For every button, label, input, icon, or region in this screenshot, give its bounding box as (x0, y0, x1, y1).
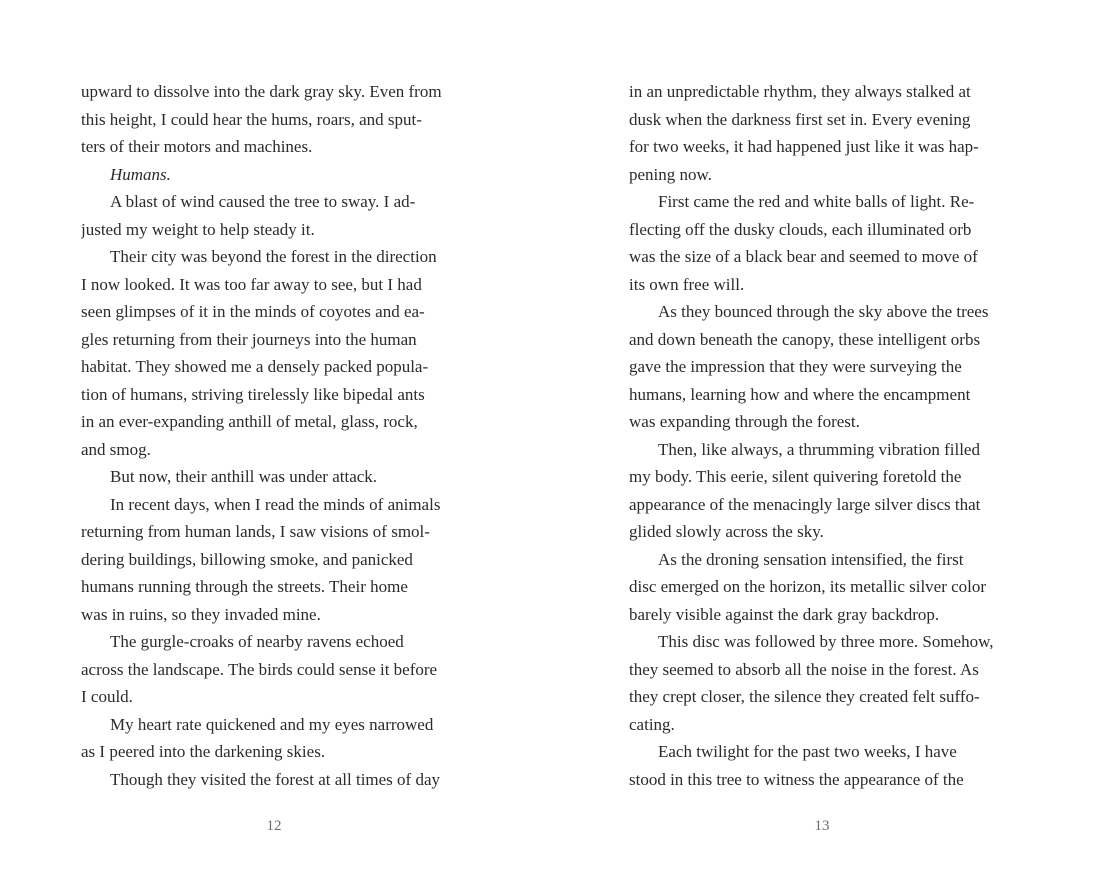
text-line: glided slowly across the sky. (629, 522, 824, 541)
text-line: Though they visited the forest at all times of day (110, 769, 441, 789)
text-line: justed my weight to help steady it. (81, 219, 315, 239)
text-line: As they bounced through the sky above the trees (658, 302, 989, 321)
page-left (81, 0, 467, 875)
text-line: they crept closer, the silence they created felt suffo- (629, 687, 980, 706)
text-line: Each twilight for the past two weeks, I have (658, 742, 957, 761)
text-line: was expanding through the forest. (629, 412, 860, 431)
text-line: upward to dissolve into the dark gray sky. Even from (81, 82, 442, 101)
page-number: 13 (814, 818, 830, 834)
text-line: As the droning sensation intensified, the first (658, 549, 964, 569)
text-line: tion of humans, striving tirelessly like bipedal ants (81, 384, 425, 404)
text-line: Then, like always, a thrumming vibration filled (658, 439, 980, 459)
page-text (81, 78, 467, 793)
text-line: for two weeks, it had happened just like it was hap- (629, 137, 979, 156)
text-line: and down beneath the canopy, these intelligent orbs (629, 329, 981, 349)
text-line: cating. (629, 714, 675, 734)
text-line: gave the impression that they were surveying the (629, 357, 962, 376)
text-line: I now looked. It was too far away to see, but I had (81, 274, 422, 294)
text-line: this height, I could hear the hums, roars, and sput- (81, 109, 422, 129)
text-line: In recent days, when I read the minds of animals (110, 494, 441, 514)
text-line: dusk when the darkness first set in. Every evening (629, 109, 971, 129)
text-line: in an ever-expanding anthill of metal, glass, rock, (81, 412, 418, 431)
text-line: in an unpredictable rhythm, they always stalked at (629, 82, 971, 101)
text-line: ters of their motors and machines. (81, 137, 313, 156)
text-line: First came the red and white balls of light. Re- (658, 192, 975, 211)
text-line: its own free will. (629, 274, 745, 294)
text-line: humans, learning how and where the encampment (629, 384, 971, 404)
text-line: and smog. (81, 439, 151, 459)
page-right (629, 0, 1015, 875)
text-line: my body. This eerie, silent quivering foretold the (629, 467, 962, 486)
text-line: across the landscape. The birds could sense it before (81, 659, 438, 679)
text-line: I could. (81, 687, 133, 706)
text-line: The gurgle-croaks of nearby ravens echoed (110, 632, 404, 651)
text-line: My heart rate quickened and my eyes narrowed (110, 714, 434, 734)
text-line: pening now. (629, 164, 712, 184)
text-line: was the size of a black bear and seemed to move of (629, 247, 978, 266)
text-line: Humans. (110, 164, 171, 184)
text-line: habitat. They showed me a densely packed popula- (81, 357, 429, 376)
page-number: 12 (266, 818, 282, 834)
text-line: stood in this tree to witness the appearance of the (629, 769, 964, 789)
text-line: appearance of the menacingly large silver discs that (629, 494, 981, 514)
text-line: dering buildings, billowing smoke, and panicked (81, 549, 413, 569)
text-line: returning from human lands, I saw visions of smol- (81, 522, 430, 541)
text-line: Their city was beyond the forest in the direction (110, 247, 437, 266)
text-line: seen glimpses of it in the minds of coyotes and ea- (81, 302, 425, 321)
text-line: disc emerged on the horizon, its metallic silver color (629, 577, 987, 596)
text-line: gles returning from their journeys into the human (81, 329, 417, 349)
text-line: This disc was followed by three more. Somehow, (658, 632, 994, 651)
text-line: But now, their anthill was under attack. (110, 467, 378, 486)
text-line: A blast of wind caused the tree to sway. I ad- (110, 192, 416, 211)
text-line: flecting off the dusky clouds, each illuminated orb (629, 219, 972, 239)
page-text (629, 78, 1015, 793)
text-line: barely visible against the dark gray backdrop. (629, 604, 940, 624)
text-line: they seemed to absorb all the noise in the forest. As (629, 659, 979, 679)
text-line: was in ruins, so they invaded mine. (81, 604, 321, 624)
text-line: as I peered into the darkening skies. (81, 742, 326, 761)
text-line: humans running through the streets. Their home (81, 577, 408, 596)
